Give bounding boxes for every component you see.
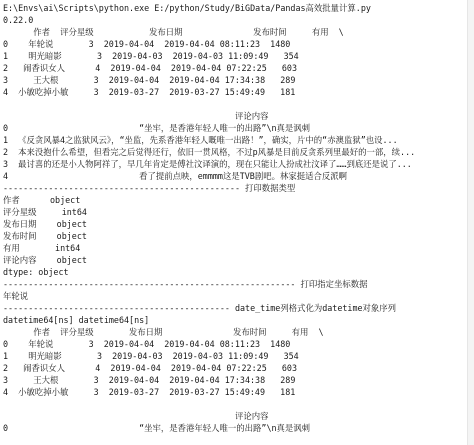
console-line: 0 “坐牢，是香港年轻人唯一的出路”\n真是讽刺: [3, 123, 311, 133]
console-line: 2 闹香识女人 4 2019-04-04 2019-04-04 07:22:25 603: [3, 363, 297, 373]
console-line: 4 小敏吃掉小敏 3 2019-03-27 2019-03-27 15:49:49 181: [3, 387, 296, 397]
console-line: 4 看了提前点映，emmmm这是TVB剧吧。林家挺适合反派啊: [3, 171, 347, 181]
console-line: 1 《反贪风暴4之监狱风云》，“坐监，先系香港年轻人嘅唯一出路！”，确实，片中的“赤澳监狱”也设...: [3, 135, 398, 145]
console-line: 0 年轮说 3 2019-04-04 2019-04-04 08:11:23 1480: [3, 39, 291, 49]
console-line: 作者 评分星级 发布日期 发布时间 有用 \: [3, 27, 344, 37]
console-line: 发布时间 object: [3, 231, 87, 241]
console-line: 2 闹香识女人 4 2019-04-04 2019-04-04 07:22:25 603: [3, 63, 297, 73]
console-line: 3 王大根 3 2019-04-04 2019-04-04 17:34:38 289: [3, 75, 296, 85]
console-line: 评分星级 int64: [3, 207, 87, 217]
console-line: 0 “坐牢，是香港年轻人唯一的出路”\n真是讽刺: [3, 423, 311, 433]
console-line: 有用 int64: [3, 243, 81, 253]
console-line: 1 明光暗影 3 2019-04-03 2019-04-03 11:09:49 354: [3, 51, 299, 61]
console-line: 评论内容: [3, 111, 269, 121]
console-line: 1 明光暗影 3 2019-04-03 2019-04-03 11:09:49 354: [3, 351, 299, 361]
console-line: dtype: object: [3, 267, 69, 277]
console-line: 2 本来没抱什么希望，但看完之后觉得还行，依旧一贯风格，不过p风暴是目前反贪系列里最好的一部，续...: [3, 147, 416, 157]
console-scrollbar[interactable]: [467, 0, 474, 445]
console-line: 0 年轮说 3 2019-04-04 2019-04-04 08:11:23 1480: [3, 339, 291, 349]
console-line: 0.22.0: [3, 15, 34, 25]
console-line: 3 王大根 3 2019-04-04 2019-04-04 17:34:38 289: [3, 375, 296, 385]
console-line: ----------------------------------------------- 打印数据类型: [3, 183, 296, 193]
console-line: 年轮说: [3, 291, 29, 301]
console-line: 4 小敏吃掉小敏 3 2019-03-27 2019-03-27 15:49:49 181: [3, 87, 296, 97]
console-line: ---------------------------------------------------------- 打印指定坐标数据: [3, 279, 368, 289]
console-line: 发布日期 object: [3, 219, 87, 229]
console-line: --------------------------------------------- date_time列格式化为datetime对象序列: [3, 303, 397, 313]
console-line: E:\Envs\ai\Scripts\python.exe E:/python/Study/BiGData/Pandas高效批量计算.py: [3, 3, 371, 13]
console-line: 评论内容 object: [3, 255, 87, 265]
console-line: 作者 评分星级 发布日期 发布时间 有用 \: [3, 327, 324, 337]
console-line: 3 最讨喜的还是小人物阿祥了，早几年肯定是傅社汶译演的，现在只能让人扮成社汶译了……到底还是说了...: [3, 159, 412, 169]
console-line: datetime64[ns] datetime64[ns]: [3, 315, 150, 325]
console-line: 作者 object: [3, 195, 81, 205]
console-line: 评论内容: [3, 411, 269, 421]
